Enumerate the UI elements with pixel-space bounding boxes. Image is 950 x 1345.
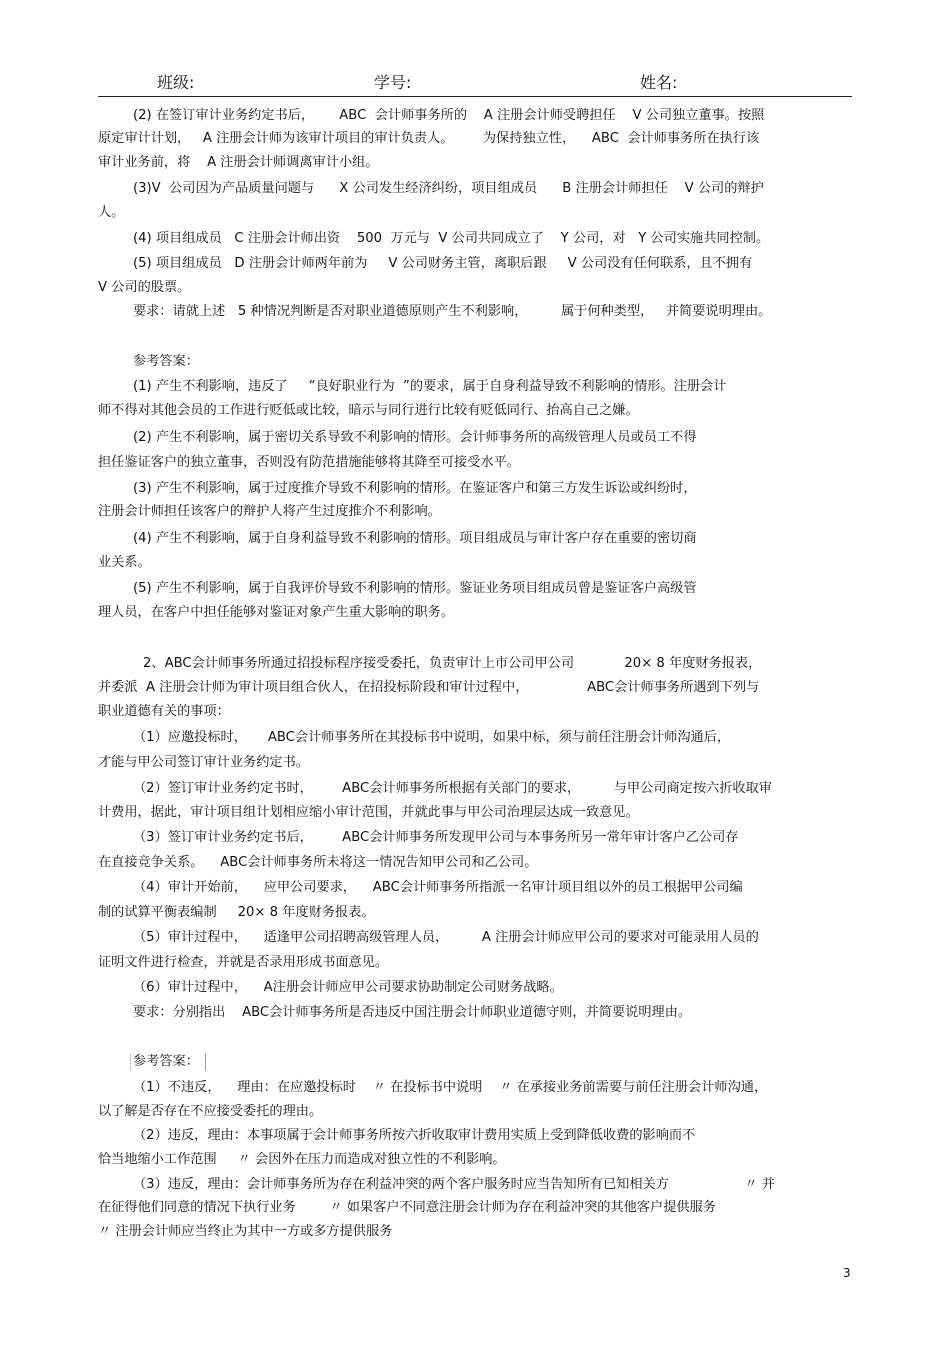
text-line: 注册会计师担任该客户的辩护人将产生过度推介不利影响。 <box>98 504 441 519</box>
text-line: 参考答案： <box>130 1053 206 1071</box>
text-line: 恰当地缩小工作范围 〃 会因外在压力而造成对独立性的不利影响。 <box>98 1152 506 1167</box>
student-id-label: 学号: <box>374 73 412 92</box>
text-line: （2）违反，理由：本事项属于会计师事务所按六折收取审计费用实质上受到降低收费的影响而不 <box>133 1128 696 1143</box>
text-line: 在直接竞争关系。 ABC会计师事务所未将这一情况告知甲公司和乙公司。 <box>98 855 538 870</box>
text-line: 担任鉴证客户的独立董事，否则没有防范措施能够将其降至可接受水平。 <box>98 455 520 470</box>
text-line: 计费用，据此，审计项目组计划相应缩小审计范围，并就此事与甲公司治理层达成一致意见。 <box>98 805 639 820</box>
text-line: 职业道德有关的事项： <box>98 704 230 719</box>
text-line: （3）签订审计业务约定书后， ABC会计师事务所发现甲公司与本事务所另一常年审计客户乙公司存 <box>133 830 739 845</box>
text-line: （4）审计开始前， 应甲公司要求， ABC会计师事务所指派一名审计项目组以外的员工根据甲公司编 <box>133 880 743 895</box>
text-line: (1) 产生不利影响，违反了 “良好职业行为 ”的要求，属于自身利益导致不利影响的情形。注册会计 <box>133 379 727 394</box>
class-label: 班级: <box>157 73 195 92</box>
student-info-header <box>0 70 950 96</box>
text-line: （3）违反，理由：会计师事务所为存在利益冲突的两个客户服务时应当告知所有已知相关方 〃 并 <box>133 1177 775 1192</box>
text-line: 制的试算平衡表编制 20× 8 年度财务报表。 <box>98 905 375 920</box>
text-line: 人。 <box>98 205 125 220</box>
text-line: 审计业务前，将 A 注册会计师调离审计小组。 <box>98 155 379 170</box>
text-line: (3) 产生不利影响，属于过度推介导致不利影响的情形。在鉴证客户和第三方发生诉讼或纠纷时， <box>133 481 697 496</box>
text-line: 〃 注册会计师应当终止为其中一方或多方提供服务 <box>98 1224 393 1239</box>
text-line: 并委派 A 注册会计师为审计项目组合伙人，在招投标阶段和审计过程中， ABC会计师事务所遇到下列与 <box>98 680 760 695</box>
text-line: (5) 项目组成员 D 注册会计师两年前为 V 公司财务主管，离职后跟 V 公司没有任何联系，且不拥有 <box>133 256 753 271</box>
text-line: 参考答案： <box>133 354 199 369</box>
text-line: (4) 项目组成员 C 注册会计师出资 500 万元与 V 公司共同成立了 Y 公司，对 Y 公司实施共同控制。 <box>133 231 770 246</box>
text-line: （6）审计过程中， A注册会计师应甲公司要求协助制定公司财务战略。 <box>133 980 563 995</box>
text-line: V 公司的股票。 <box>98 280 191 295</box>
text-line: 师不得对其他会员的工作进行贬低或比较，暗示与同行进行比较有贬低同行、抬高自己之嫌。 <box>98 403 639 418</box>
text-line: (2) 在签订审计业务约定书后， ABC 会计师事务所的 A 注册会计师受聘担任 V 公司独立董事。按照 <box>133 108 765 123</box>
page-number: 3 <box>843 1266 851 1280</box>
text-line: 原定审计计划， A 注册会计师为该审计项目的审计负责人。 为保持独立性， ABC 会计师事务所在执行该 <box>98 131 760 146</box>
text-line: （1）不违反， 理由：在应邀投标时 〃 在投标书中说明 〃 在承接业务前需要与前任注册会计师沟通， <box>133 1080 768 1095</box>
text-line: （5）审计过程中， 适逢甲公司招聘高级管理人员， A 注册会计师应甲公司的要求对可能录用人员的 <box>133 930 759 945</box>
text-line: 在征得他们同意的情况下执行业务 〃 如果客户不同意注册会计师为存在利益冲突的其他客户提供服务 <box>98 1200 716 1215</box>
text-line: 要求：请就上述 5 种情况判断是否对职业道德原则产生不利影响， 属于何种类型， 并简要说明理由。 <box>133 304 772 319</box>
text-line: 业关系。 <box>98 555 151 570</box>
text-line: （2）签订审计业务约定书时， ABC会计师事务所根据有关部门的要求， 与甲公司商定按六折收取审 <box>133 781 772 796</box>
text-line: 2、ABC会计师事务所通过招投标程序接受委托，负责审计上市公司甲公司 20× 8 年度财务报表， <box>143 656 762 671</box>
name-label: 姓名: <box>640 73 678 92</box>
text-line: (4) 产生不利影响，属于自身利益导致不利影响的情形。项目组成员与审计客户存在重要的密切商 <box>133 531 697 546</box>
text-line: 才能与甲公司签订审计业务约定书。 <box>98 755 309 770</box>
text-line: (5) 产生不利影响，属于自我评价导致不利影响的情形。鉴证业务项目组成员曾是鉴证客户高级管 <box>133 581 697 596</box>
text-line: 理人员，在客户中担任能够对鉴证对象产生重大影响的职务。 <box>98 605 455 620</box>
header-divider <box>98 96 852 97</box>
text-line: 要求：分别指出 ABC会计师事务所是否违反中国注册会计师职业道德守则，并简要说明理由。 <box>133 1005 692 1020</box>
text-line: (3)V 公司因为产品质量问题与 X 公司发生经济纠纷，项目组成员 B 注册会计师担任 V 公司的辩护 <box>133 181 764 196</box>
text-line: （1）应邀投标时， ABC会计师事务所在其投标书中说明，如果中标，须与前任注册会计师沟通后， <box>133 730 731 745</box>
text-line: 以了解是否存在不应接受委托的理由。 <box>98 1104 323 1119</box>
text-line: 证明文件进行检查，并就是否录用形成书面意见。 <box>98 955 389 970</box>
text-line: (2) 产生不利影响，属于密切关系导致不利影响的情形。会计师事务所的高级管理人员或员工不得 <box>133 430 697 445</box>
